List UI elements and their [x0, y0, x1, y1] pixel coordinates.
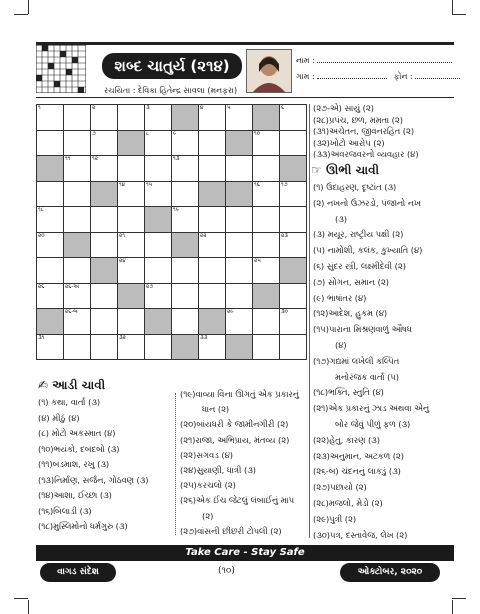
- list-item: (૮) મોટો અકસ્માત (૪): [38, 428, 116, 438]
- list-item: (૨૮)પ્રપંચ, છળ, મમતા (૨): [313, 114, 403, 125]
- grid-cell[interactable]: [198, 257, 226, 284]
- grid-cell[interactable]: [252, 257, 280, 284]
- list-item: (૧) ઉદાહરણ, દૃષ્ટાંત (૩): [313, 182, 397, 192]
- pointing-hand-icon: ☞: [311, 163, 322, 177]
- grid-cell[interactable]: [36, 232, 64, 259]
- grid-cell[interactable]: [198, 206, 226, 233]
- grid-cell[interactable]: [63, 130, 91, 157]
- grid-cell[interactable]: [225, 232, 253, 259]
- across-clues-heading: [38, 378, 105, 393]
- crop-mark: [452, 600, 453, 614]
- crop-mark: [452, 14, 466, 15]
- grid-cell[interactable]: [144, 181, 172, 208]
- list-item: (૯) ભાષાંતર (૪): [313, 292, 367, 303]
- cell-number: ૧૦: [254, 130, 261, 137]
- grid-block: [171, 232, 199, 259]
- list-item: (૨): [202, 510, 214, 521]
- crop-mark: [452, 598, 466, 599]
- grid-cell[interactable]: [90, 283, 118, 310]
- grid-cell[interactable]: [279, 308, 307, 335]
- across-clues-col1: [38, 395, 174, 535]
- grid-cell[interactable]: [117, 334, 145, 361]
- grid-cell[interactable]: [279, 232, 307, 259]
- grid-cell[interactable]: [63, 181, 91, 208]
- list-item: (૩૧)અચેતન, જીવનરહિત (૨): [313, 126, 415, 136]
- cell-number: ૧૯: [173, 207, 179, 213]
- down-clues-heading: [311, 163, 379, 178]
- column-divider: [309, 104, 310, 538]
- grid-cell[interactable]: [171, 257, 199, 284]
- grid-cell[interactable]: [90, 308, 118, 335]
- cell-number: ૫: [227, 105, 231, 111]
- list-item: (૨૬-બ) ચંદનનું લાકડું (૩): [313, 466, 401, 477]
- phone-label: ફોન :: [393, 72, 413, 81]
- across-title: આડી ચાવી: [52, 378, 106, 392]
- list-item: (૨૧)રાજા, અભિપ્રાય, મંતવ્ય (૨): [180, 434, 290, 445]
- grid-cell[interactable]: [63, 155, 91, 182]
- grid-cell[interactable]: [117, 104, 145, 131]
- cell-number: ૩૧: [38, 334, 45, 341]
- grid-block: [171, 334, 199, 361]
- grid-cell[interactable]: [36, 104, 64, 131]
- across-clues-col2: [180, 387, 308, 539]
- list-item: (૬) સુંદર સ્ત્રી, લક્ષ્મીદેવી (૨): [313, 260, 406, 271]
- grid-cell[interactable]: [225, 308, 253, 335]
- grid-cell[interactable]: [144, 155, 172, 182]
- list-item: (૨૨)હેતુ, કારણ (૩): [313, 434, 380, 445]
- grid-cell[interactable]: [252, 181, 280, 208]
- grid-block: [144, 206, 172, 233]
- clue-column-divider: [175, 393, 176, 535]
- grid-cell[interactable]: [144, 232, 172, 259]
- grid-cell[interactable]: [252, 308, 280, 335]
- grid-cell[interactable]: [36, 130, 64, 157]
- cell-number: ૧૨: [92, 156, 98, 162]
- grid-cell[interactable]: [171, 283, 199, 310]
- crossword-grid: [36, 104, 306, 359]
- grid-cell[interactable]: [252, 155, 280, 182]
- cell-number: ૯: [173, 130, 177, 137]
- cell-number: ૧૮: [38, 207, 44, 213]
- issue-date-badge: ઓક્ટોબર, ૨૦૨૦: [340, 563, 440, 582]
- list-item: (૩૦)પત્ર, દસ્તાવેજ, લેખ (૨): [313, 529, 408, 540]
- cell-number: ૧૩: [173, 156, 180, 162]
- grid-cell[interactable]: [198, 155, 226, 182]
- list-item: (૨) નખનો ઉઝરડો, પંજાનો નખ: [313, 197, 421, 208]
- village-label: ગામ :: [296, 72, 315, 81]
- grid-cell[interactable]: [171, 130, 199, 157]
- magazine-name-badge: વાગડ સંદેશ: [40, 563, 116, 582]
- list-item: (૧૩)નિર્માણ, સર્જન, ગોઠવણ (૩): [38, 474, 149, 485]
- crop-mark: [14, 598, 28, 599]
- list-item: (૩): [335, 213, 347, 224]
- grid-cell[interactable]: [90, 334, 118, 361]
- list-item: (૨૭)પછાયો (૨): [313, 482, 367, 493]
- grid-block: [225, 181, 253, 208]
- crop-mark: [14, 14, 28, 15]
- list-item: (૩૨)ખોટો આરોપ (૨): [313, 137, 385, 148]
- grid-cell[interactable]: [252, 334, 280, 361]
- cell-number: ૨: [92, 105, 96, 111]
- grid-cell[interactable]: [90, 130, 118, 157]
- name-label: નામ :: [296, 56, 315, 65]
- pen-icon: ✍: [38, 378, 49, 392]
- grid-cell[interactable]: [90, 104, 118, 131]
- crop-mark: [28, 600, 29, 614]
- grid-cell[interactable]: [63, 206, 91, 233]
- grid-block: [252, 104, 280, 131]
- list-item: (૧૮)મુસ્લિમોનો ધર્મગુરુ (૩): [38, 521, 128, 531]
- grid-cell[interactable]: [63, 257, 91, 284]
- header-band: [36, 42, 454, 98]
- grid-cell[interactable]: [279, 181, 307, 208]
- grid-cell[interactable]: [36, 206, 64, 233]
- grid-cell[interactable]: [36, 283, 64, 310]
- grid-cell[interactable]: [36, 181, 64, 208]
- grid-block: [36, 308, 64, 335]
- grid-cell[interactable]: [252, 206, 280, 233]
- grid-block: [252, 283, 280, 310]
- list-item: (૧૨)આદેશ, હુકમ (૪): [313, 308, 388, 319]
- cell-number: ૨૭: [146, 283, 154, 290]
- grid-cell[interactable]: [63, 283, 91, 310]
- crop-mark: [28, 0, 29, 14]
- cell-number: ૨૧: [119, 232, 125, 239]
- grid-cell[interactable]: [36, 257, 64, 284]
- list-item: (૧૪)આશા, ઈચ્છા (૩): [38, 490, 112, 500]
- grid-block: [90, 181, 118, 208]
- cell-number: ૩: [146, 105, 150, 111]
- grid-cell[interactable]: [198, 334, 226, 361]
- village-field[interactable]: [296, 72, 460, 82]
- grid-cell[interactable]: [63, 308, 91, 335]
- grid-cell[interactable]: [63, 104, 91, 131]
- grid-cell[interactable]: [117, 308, 145, 335]
- list-item: (૧૮)ભક્તિ, સ્તુતિ (૪): [313, 387, 384, 398]
- list-item: (૨૭)વાંસની છીછરી ટોપલી (૨): [180, 525, 282, 536]
- cell-number: ૨૬-બ: [65, 309, 78, 315]
- cell-number: ૨૨: [200, 232, 207, 239]
- footer-banner: Take Care - Stay Safe: [36, 545, 454, 561]
- author-credit: રચયિતા : દેવિકા હિતેન્દ્ર સાવલા (મનફરા): [104, 86, 238, 95]
- grid-cell[interactable]: [171, 206, 199, 233]
- down-clues: [313, 180, 463, 543]
- grid-block: [63, 232, 91, 259]
- grid-cell[interactable]: [198, 130, 226, 157]
- grid-cell[interactable]: [198, 232, 226, 259]
- grid-block: [36, 155, 64, 182]
- cell-number: ૭: [92, 130, 96, 137]
- grid-cell[interactable]: [63, 334, 91, 361]
- list-item: (૧૦)ભયંકો, દબદબો (૩): [38, 443, 120, 454]
- list-item: (૧૯)વાવ્યા વિના ઊગતું એક પ્રકારનું: [180, 389, 299, 399]
- grid-block: [90, 257, 118, 284]
- crop-mark: [452, 0, 453, 14]
- grid-cell[interactable]: [144, 257, 172, 284]
- grid-cell[interactable]: [144, 334, 172, 361]
- cell-number: ૨૬: [38, 283, 45, 290]
- grid-cell[interactable]: [279, 334, 307, 361]
- list-item: (૨૬)એક ઈંચ જેટલું લંબાઈનું માપ: [180, 495, 294, 506]
- grid-block: [225, 334, 253, 361]
- list-item: (૩) મયૂર, રાષ્ટ્રીય પક્ષી (૨): [313, 229, 404, 240]
- grid-block: [171, 104, 199, 131]
- list-item: (૨૩)અનુમાન, અટકળ (૨): [313, 450, 405, 461]
- grid-block: [198, 308, 226, 335]
- cell-number: ૪: [200, 105, 204, 111]
- grid-block: [279, 257, 307, 284]
- grid-cell[interactable]: [117, 232, 145, 259]
- grid-block: [225, 130, 253, 157]
- grid-cell[interactable]: [90, 155, 118, 182]
- grid-cell[interactable]: [90, 206, 118, 233]
- list-item: (૩૩)અવરજવરનો વ્યવહાર (૪): [313, 149, 419, 159]
- list-item: (૨૧)એક પ્રકારનું ઝાડ અથવા એનું: [313, 403, 430, 414]
- list-item: (૨૫)કરચલો (૨): [180, 480, 236, 491]
- author-photo: [246, 49, 292, 93]
- list-item: (૨૦)બાંયધરી કે જામીનગીરી (૨): [180, 419, 289, 430]
- list-item: ધાન (૨): [202, 404, 230, 415]
- grid-cell[interactable]: [171, 155, 199, 182]
- grid-cell[interactable]: [279, 104, 307, 131]
- grid-cell[interactable]: [279, 130, 307, 157]
- grid-block: [117, 283, 145, 310]
- crossword-logo-icon: [36, 45, 86, 93]
- list-item: (૪) મીઠું (૪): [38, 412, 80, 423]
- grid-cell[interactable]: [117, 257, 145, 284]
- cell-number: ૨૦: [38, 232, 45, 239]
- cell-number: ૧૪: [119, 181, 126, 188]
- grid-cell[interactable]: [117, 206, 145, 233]
- grid-cell[interactable]: [171, 181, 199, 208]
- grid-cell[interactable]: [225, 155, 253, 182]
- grid-block: [144, 308, 172, 335]
- cell-number: ૨૫: [254, 258, 261, 264]
- grid-cell[interactable]: [252, 232, 280, 259]
- cell-number: ૩૨: [119, 334, 126, 341]
- grid-block: [279, 155, 307, 182]
- cell-number: ૨૯: [227, 309, 234, 315]
- list-item: (૪): [335, 339, 347, 350]
- grid-cell[interactable]: [252, 130, 280, 157]
- grid-cell[interactable]: [225, 104, 253, 131]
- list-item: મનોરંજક વાર્તા (૫): [335, 371, 400, 382]
- list-item: (૨૯)પુત્રી (૨): [313, 513, 357, 524]
- grid-cell[interactable]: [225, 283, 253, 310]
- list-item: બોર જેવું પીળું ફળ (૩): [335, 418, 411, 429]
- grid-cell[interactable]: [117, 181, 145, 208]
- grid-cell[interactable]: [144, 130, 172, 157]
- list-item: (૧૫)પારાના મિશ્રણવાળું ઔષધ: [313, 324, 412, 335]
- cell-number: ૬: [281, 105, 285, 111]
- grid-cell[interactable]: [225, 206, 253, 233]
- grid-cell[interactable]: [144, 283, 172, 310]
- grid-block: [117, 130, 145, 157]
- list-item: (૧૧)બડમાશ, રખુ (૩): [38, 459, 110, 469]
- grid-cell[interactable]: [144, 104, 172, 131]
- list-item: (૧૭)ગદ્યમાં લખેલી કલ્પિત: [313, 355, 400, 366]
- list-item: (૧૬)બિલાડી (૩): [38, 505, 92, 516]
- grid-cell[interactable]: [90, 232, 118, 259]
- grid-cell[interactable]: [198, 283, 226, 310]
- cell-number: ૧૫: [146, 181, 153, 188]
- list-item: (૨૨)સગવડ (૪): [180, 449, 233, 460]
- list-item: (૫) નામોશી, કલંક, કુખ્યાતિ (૪): [313, 245, 423, 256]
- grid-cell[interactable]: [117, 155, 145, 182]
- cell-number: ૩૩: [200, 334, 208, 341]
- grid-cell[interactable]: [171, 308, 199, 335]
- page-number: (૧૦): [218, 566, 235, 576]
- grid-cell[interactable]: [225, 257, 253, 284]
- cell-number: ૧૬: [254, 181, 260, 188]
- list-item: (૭) સોગન, સમાન (૨): [313, 276, 389, 287]
- grid-cell[interactable]: [36, 334, 64, 361]
- list-item: (૨૮)મજલો, મેડો (૨): [313, 497, 383, 508]
- down-title: ઊભી ચાવી: [325, 163, 380, 177]
- list-item: (૨૪)સુયાણી, ધાત્રી (૩): [180, 465, 257, 476]
- list-item: (૨૭-એ) સાયું (૨): [313, 103, 375, 113]
- name-field[interactable]: [296, 56, 452, 66]
- cell-number: ૨૪: [119, 258, 126, 264]
- cell-number: ૨૬-અ: [65, 283, 80, 290]
- list-item: (૧) કથા, વાર્તા (૩): [38, 397, 101, 407]
- cell-number: ૧૧: [65, 156, 71, 162]
- grid-cell[interactable]: [198, 104, 226, 131]
- cell-number: ૧૭: [281, 181, 288, 188]
- puzzle-title: શબ્દ ચાતુર્ય (૨૧૪): [102, 53, 242, 79]
- cell-number: ૨૩: [281, 232, 288, 239]
- across-clues-col3: [313, 103, 463, 161]
- grid-cell[interactable]: [279, 206, 307, 233]
- grid-cell[interactable]: [279, 283, 307, 310]
- grid-block: [198, 181, 226, 208]
- cell-number: ૧: [38, 105, 41, 111]
- cell-number: ૮: [146, 130, 150, 137]
- cell-number: ૩૦: [281, 309, 288, 315]
